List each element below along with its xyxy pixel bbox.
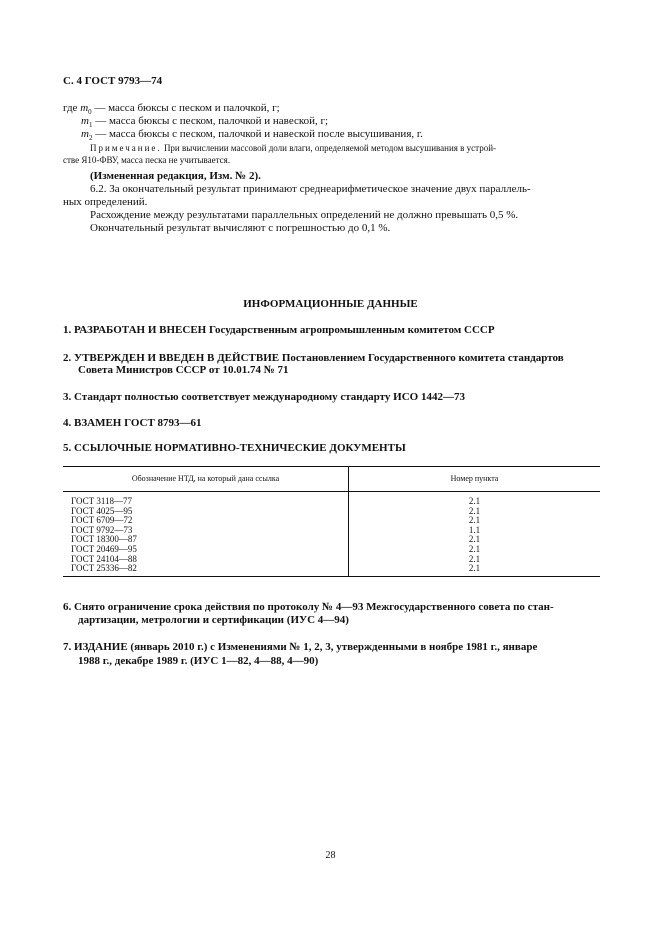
note-text: При вычислении массовой доли влаги, определяемой методом высушивания в устрой- <box>163 143 497 153</box>
where-intro: где <box>63 102 78 114</box>
paragraph-6-2-line-2: ных определений. <box>63 196 148 208</box>
table-cell-designation: ГОСТ 20469—95 <box>63 545 349 555</box>
paragraph-difference: Расхождение между результатами параллельных определений не должно превышать 0,5 %. <box>90 209 519 221</box>
table-row <box>63 507 600 517</box>
info-item-2-line-2: Совета Министров СССР от 10.01.74 № 71 <box>78 364 289 376</box>
info-item-7-line-2: 1988 г., декабре 1989 г. (ИУС 1—82, 4—88, 4—90) <box>78 655 319 667</box>
variable-description: — масса бюксы с песком, палочкой и навеской, г; <box>95 115 329 127</box>
table-row <box>63 526 600 536</box>
table-cell-clause: 2.1 <box>468 543 481 554</box>
page-header: С. 4 ГОСТ 9793—74 <box>63 75 163 87</box>
page-number: 28 <box>325 850 336 861</box>
variable-subscript: 2 <box>88 134 93 143</box>
info-item-5: 5. ССЫЛОЧНЫЕ НОРМАТИВНО-ТЕХНИЧЕСКИЕ ДОКУМЕНТЫ <box>63 442 406 454</box>
table-header-designation: Обозначение НТД, на который дана ссылка <box>63 467 349 492</box>
edition-note: (Измененная редакция, Изм. № 2). <box>90 170 261 182</box>
variable-subscript: 1 <box>88 121 93 130</box>
table-cell-designation: ГОСТ 24104—88 <box>63 555 349 565</box>
table-cell-clause: 2.1 <box>468 534 481 545</box>
note-label: Примечание. <box>90 143 162 153</box>
table-cell-designation: ГОСТ 18300—87 <box>63 535 349 545</box>
variable-symbol: m <box>80 102 89 114</box>
info-section-title: ИНФОРМАЦИОННЫЕ ДАННЫЕ <box>243 298 418 310</box>
variable-symbol: m <box>81 128 89 140</box>
table-cell-designation: ГОСТ 4025—95 <box>63 507 349 517</box>
variable-definition-m2 <box>81 128 423 142</box>
table-cell-clause: 2.1 <box>468 515 481 526</box>
info-item-7-line-1: 7. ИЗДАНИЕ (январь 2010 г.) с Изменениями № 1, 2, 3, утвержденными в ноябре 1981 г., январе <box>63 641 538 653</box>
table-row <box>63 555 600 565</box>
table-header-row <box>63 467 600 492</box>
note-line-1 <box>90 143 496 153</box>
table-cell-designation: ГОСТ 9792—73 <box>63 526 349 536</box>
table-cell-clause: 2.1 <box>468 496 481 506</box>
table-cell-clause: 2.1 <box>468 505 481 516</box>
info-item-4: 4. ВЗАМЕН ГОСТ 8793—61 <box>63 417 202 429</box>
table-header-clause-number: Номер пункта <box>349 467 601 492</box>
variable-symbol: m <box>81 115 89 127</box>
table-row <box>63 492 600 507</box>
table-cell-clause: 1.1 <box>468 524 481 535</box>
table-row <box>63 545 600 555</box>
table-cell-designation: ГОСТ 3118—77 <box>63 492 349 507</box>
table-row <box>63 516 600 526</box>
info-item-6-line-1: 6. Снято ограничение срока действия по протоколу № 4—93 Межгосударственного совета по стан- <box>63 601 554 613</box>
info-item-3: 3. Стандарт полностью соответствует международному стандарту ИСО 1442—73 <box>63 391 465 403</box>
table-row <box>63 564 600 576</box>
table-cell-clause: 2.1 <box>468 553 481 564</box>
paragraph-final-result: Окончательный результат вычисляют с погрешностью до 0,1 %. <box>90 222 391 234</box>
table-cell-designation: ГОСТ 25336—82 <box>63 564 349 576</box>
info-item-2-line-1: 2. УТВЕРЖДЕН И ВВЕДЕН В ДЕЙСТВИЕ Постановлением Государственного комитета стандартов <box>63 352 564 364</box>
table-cell-clause: 2.1 <box>349 564 601 576</box>
paragraph-6-2-line-1: 6.2. За окончательный результат принимают среднеарифметическое значение двух параллель- <box>90 183 531 195</box>
variable-description: — масса бюксы с песком, палочкой и навеской после высушивания, г. <box>95 128 423 140</box>
note-line-2: стве Я10-ФВУ, масса песка не учитывается. <box>63 155 231 165</box>
info-item-6-line-2: дартизации, метрологии и сертификации (ИУС 4—94) <box>78 614 349 626</box>
variable-description: — масса бюксы с песком и палочкой, г; <box>94 102 280 114</box>
info-item-1: 1. РАЗРАБОТАН И ВНЕСЕН Государственным агропромышленным комитетом СССР <box>63 324 495 336</box>
table-row <box>63 535 600 545</box>
table-cell-designation: ГОСТ 6709—72 <box>63 516 349 526</box>
variable-subscript: 0 <box>88 108 92 117</box>
referenced-documents-table <box>63 466 600 577</box>
